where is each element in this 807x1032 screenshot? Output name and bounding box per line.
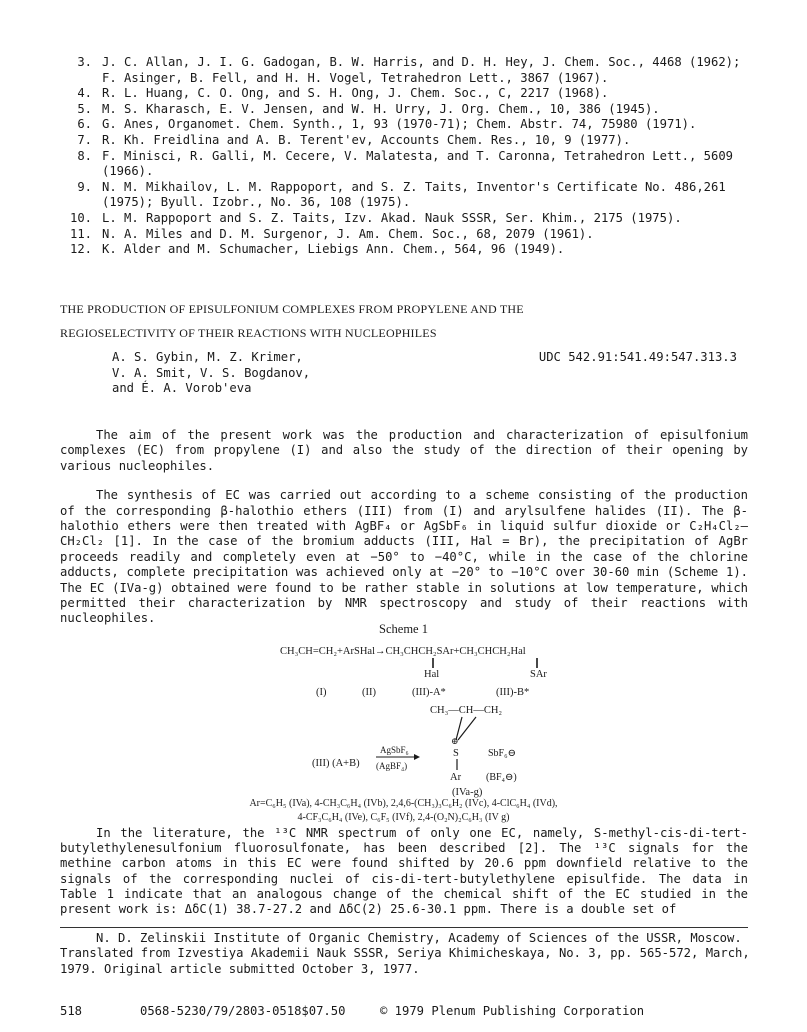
reference-number: 11. xyxy=(69,226,92,241)
footnote-divider xyxy=(60,927,748,928)
reference-text: J. C. Allan, J. I. G. Gadogan, B. W. Harris, and D. H. Hey, J. Chem. Soc., 4468 (1962); F. Asinger, B. Fell, and H. H. Vogel, Tetrahedron Lett., 3867 (1967). xyxy=(102,55,741,85)
label-IV: (IVa-g) xyxy=(452,787,483,798)
label-IIIB: (III)-B* xyxy=(496,687,530,698)
reference-number: 3. xyxy=(77,55,92,69)
reagent-agsbf6: AgSbF₆ xyxy=(380,745,409,755)
reference-text: M. S. Kharasch, E. V. Jensen, and W. H. Urry, J. Org. Chem., 10, 386 (1945). xyxy=(102,101,660,116)
hal-substituent: Hal xyxy=(424,669,440,680)
reference-number: 5. xyxy=(77,101,92,116)
reference-text: R. L. Huang, C. O. Ong, and S. H. Ong, J. Chem. Soc., C, 2217 (1968). xyxy=(102,86,609,101)
reference-number: 6. xyxy=(77,117,92,132)
label-I: (I) xyxy=(316,687,327,698)
reference-number: 9. xyxy=(77,179,92,194)
reference-text: R. Kh. Freidlina and A. B. Terent'ev, Accounts Chem. Res., 10, 9 (1977). xyxy=(102,132,631,147)
footnote xyxy=(60,931,750,977)
reference-item xyxy=(60,86,760,102)
reference-item xyxy=(60,133,760,149)
reference-item xyxy=(60,180,760,211)
step-2-reactants: (III) (A+B) xyxy=(312,758,360,769)
reference-item xyxy=(60,211,760,227)
reference-item xyxy=(60,117,760,133)
reference-text: N. A. Miles and D. M. Surgenor, J. Am. Chem. Soc., 68, 2079 (1961). xyxy=(102,226,594,241)
reference-text: G. Anes, Organomet. Chem. Synth., 1, 93 (1970-71); Chem. Abstr. 74, 75980 (1971). xyxy=(102,117,697,132)
reference-item xyxy=(60,242,760,258)
sar-substituent: SAr xyxy=(530,669,547,680)
reaction-scheme xyxy=(200,640,620,810)
reference-list xyxy=(60,55,760,258)
anion-bf4: (BF₄⊖) xyxy=(486,772,517,783)
footnote-text: N. D. Zelinskii Institute of Organic Chemistry, Academy of Sciences of the USSR, Moscow. Translated from Izvestiya Akademii Nauk SSSR, Seriya Khimicheskaya, No. 3, pp. 565-572, March, 1979. Original article submitted October 3, 1977. xyxy=(60,931,750,976)
article-body xyxy=(60,428,748,641)
author-list xyxy=(112,350,310,397)
label-IIIA: (III)-A* xyxy=(412,687,446,698)
plus-charge: ⊕ xyxy=(451,736,459,746)
reaction-equation: CH₃CH=CH₂+ArSHal→CH₃CHCH₂SAr+CH₃CHCH₂Hal xyxy=(280,646,526,657)
label-II: (II) xyxy=(362,687,376,698)
reference-number: 4. xyxy=(77,86,92,101)
arrow-head xyxy=(414,754,420,760)
copyright: © 1979 Plenum Publishing Corporation xyxy=(380,1004,645,1018)
paragraph-1: The aim of the present work was the production and characterization of episulfonium complexes (EC) from propylene (I) and also the study of the direction of their opening by various nucleophiles. xyxy=(60,428,748,473)
aryl-group: Ar xyxy=(450,772,462,783)
reference-number: 12. xyxy=(69,242,92,257)
reference-text: N. M. Mikhailov, L. M. Rappoport, and S. Z. Taits, Inventor's Certificate No. 486,261 (1975); Byull. Izobr., No. 36, 108 (1975). xyxy=(102,179,726,210)
author-line-3: and É. A. Vorob'eva xyxy=(112,381,252,395)
paragraph-3: In the literature, the ¹³C NMR spectrum of only one EC, namely, S-methyl-cis-di-tert-butylethylenesulfonium fluorosulfonate, has been described [2]. The ¹³C signals for the methine carbon atoms in this EC were found shifted by 20.6 ppm downfield relative to the signals of the corresponding nuclei of cis-di-tert-butylethylene episulfide. The data in Table 1 indicate that an analogous change of the chemical shift of the EC studied in the present work is: ΔδC(1) 38.7-27.2 and ΔδC(2) 25.6-30.1 ppm. There is a double set of xyxy=(60,826,748,917)
reference-number: 10. xyxy=(69,210,92,225)
reference-text: K. Alder and M. Schumacher, Liebigs Ann. Chem., 564, 96 (1949). xyxy=(102,242,565,257)
reference-item xyxy=(60,55,760,86)
reference-text: L. M. Rappoport and S. Z. Taits, Izv. Akad. Nauk SSSR, Ser. Khim., 2175 (1975). xyxy=(102,210,682,225)
reference-item xyxy=(60,149,760,180)
paragraph-2: The synthesis of EC was carried out according to a scheme consisting of the production of the corresponding β-halothio ethers (III) from (I) and arylsulfene halides (II). The β-halothio ethers were then treated with AgBF₄ or AgSbF₆ in liquid sulfur dioxide or C₂H₄Cl₂—CH₂Cl₂ [1]. In the case of the bromium adducts (III, Hal = Br), the precipitation of AgBr proceeds readily and completely even at −50° to −40°C, while in the case of the chlorine adducts, complete precipitation was achieved only at −20° to −10°C over 30-60 min (Scheme 1). The EC (IVa-g) obtained were found to be rather stable in solutions at low temperature, which permitted their characterization by NMR spectroscopy and study of their reactions with nucleophiles. xyxy=(60,488,748,626)
reference-item xyxy=(60,227,760,243)
author-line-1: A. S. Gybin, M. Z. Krimer, xyxy=(112,350,303,364)
author-line-2: V. A. Smit, V. S. Bogdanov, xyxy=(112,365,311,380)
page-number: 518 xyxy=(60,1004,83,1018)
udc-code: UDC 542.91:541.49:547.313.3 xyxy=(538,350,737,364)
aryl-definitions-line-2: 4-CF₃C₆H₄ (IVe), C₆F₅ (IVf), 2,4-(O₂N)₂C₆H₃ (IV g) xyxy=(297,812,510,823)
episulfonium-ring-top: CH₃—CH—CH₂ xyxy=(430,705,503,716)
reference-text: F. Minisci, R. Galli, M. Cecere, V. Malatesta, and T. Caronna, Tetrahedron Lett., 5609 (1966). xyxy=(102,148,734,179)
title-line-2: REGIOSELECTIVITY OF THEIR REACTIONS WITH NUCLEOPHILES xyxy=(60,326,437,340)
article-code: 0568-5230/79/2803-0518$07.50 xyxy=(140,1004,346,1018)
scheme-title: Scheme 1 xyxy=(379,622,428,636)
aryl-definitions xyxy=(0,797,807,825)
article-body-continued xyxy=(60,826,748,917)
reference-number: 7. xyxy=(77,132,92,147)
aryl-definitions-line-1: Ar=C₆H₅ (IVa), 4-CH₃C₆H₄ (IVb), 2,4,6-(CH₃)₃C₆H₂ (IVc), 4-ClC₆H₄ (IVd), xyxy=(249,798,558,809)
anion-sbf6: SbF₆⊖ xyxy=(488,748,516,759)
title-line-1: THE PRODUCTION OF EPISULFONIUM COMPLEXES FROM PROPYLENE AND THE xyxy=(60,302,524,316)
reference-item xyxy=(60,102,760,118)
reagent-agbf4: (AgBF₄) xyxy=(376,761,408,771)
reference-number: 8. xyxy=(77,148,92,163)
sulfur-atom: S xyxy=(453,748,459,759)
article-title xyxy=(60,297,760,345)
